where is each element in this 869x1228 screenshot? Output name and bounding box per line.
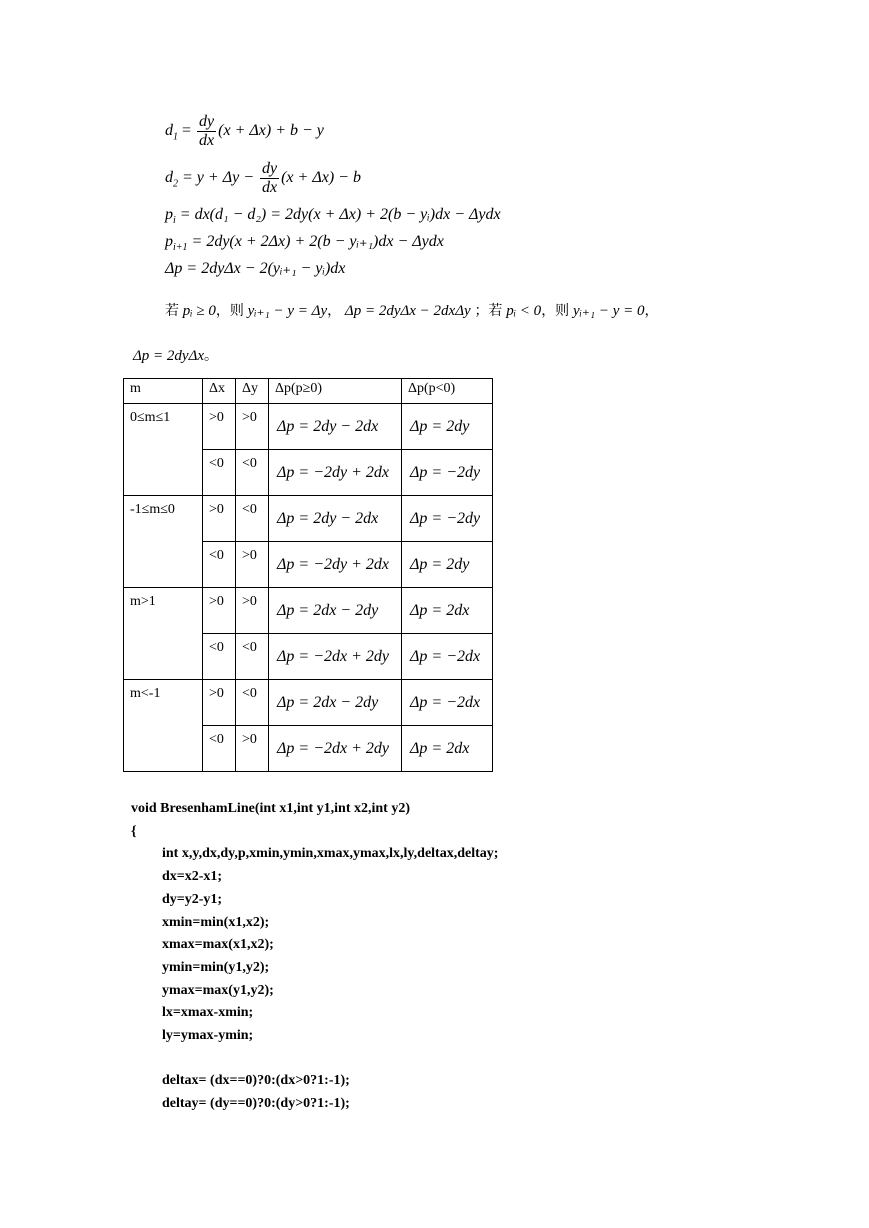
cell-p-lt: Δp = −2dy xyxy=(402,450,493,496)
cell-p-ge: Δp = 2dy − 2dx xyxy=(269,496,402,542)
d1-equals: = xyxy=(182,122,192,140)
cell-dx: <0 xyxy=(203,450,236,496)
d2-symbol: d xyxy=(165,169,173,187)
d2-subscript: 2 xyxy=(173,178,178,190)
code-line: xmin=min(x1,x2); xyxy=(162,914,270,930)
table-row xyxy=(124,680,493,726)
cell-dx: >0 xyxy=(203,404,236,450)
cond-then-2: ，则 xyxy=(541,303,570,319)
cell-p-lt: Δp = −2dy xyxy=(402,496,493,542)
cell-p-lt: Δp = −2dx xyxy=(402,634,493,680)
d1-fraction xyxy=(197,114,216,149)
code-line: dx=x2-x1; xyxy=(162,869,223,885)
table-row xyxy=(124,588,493,634)
code-line: xmax=max(x1,x2); xyxy=(162,937,274,953)
cell-p-ge: Δp = −2dy + 2dx xyxy=(269,542,402,588)
cell-p-ge: Δp = −2dx + 2dy xyxy=(269,634,402,680)
cell-dx: >0 xyxy=(203,496,236,542)
code-line: int x,y,dx,dy,p,xmin,ymin,xmax,ymax,lx,ly,deltax,deltay; xyxy=(162,846,499,862)
cond-then-1: ，则 xyxy=(215,303,244,319)
cell-m: m>1 xyxy=(124,588,203,680)
code-line: ymax=max(y1,y2); xyxy=(162,982,274,998)
cond-result-2: Δp = 2dyΔx − 2dxΔy xyxy=(344,303,471,319)
delta-p-table xyxy=(123,378,493,772)
cond-sep-1: ， xyxy=(327,303,342,319)
cell-m: m<-1 xyxy=(124,680,203,772)
cell-dy: <0 xyxy=(236,450,269,496)
cell-dy: >0 xyxy=(236,588,269,634)
cell-dx: <0 xyxy=(203,634,236,680)
cell-dy: <0 xyxy=(236,496,269,542)
cell-p-lt: Δp = 2dy xyxy=(402,404,493,450)
cell-p-lt: Δp = 2dx xyxy=(402,588,493,634)
cell-p-ge: Δp = −2dy + 2dx xyxy=(269,450,402,496)
pi-expression: = dx(d₁ − d₂) = 2dy(x + Δx) + 2(b − yᵢ)dx − Δydx xyxy=(179,206,501,223)
code-block xyxy=(131,798,498,1116)
equation-d2 xyxy=(165,161,361,196)
table-row xyxy=(124,496,493,542)
cell-dy: >0 xyxy=(236,404,269,450)
pi1-expression: = 2dy(x + 2Δx) + 2(b − yᵢ₊₁)dx − Δydx xyxy=(191,233,444,250)
condition-line-2 xyxy=(133,345,218,365)
code-line: deltay= (dy==0)?0:(dy>0?1:-1); xyxy=(162,1096,350,1112)
code-open-brace: { xyxy=(131,823,137,839)
cond-line2-end: 。 xyxy=(204,348,219,364)
d1-symbol: d xyxy=(165,122,173,140)
cell-p-ge: Δp = 2dy − 2dx xyxy=(269,404,402,450)
cond-if-1: 若 xyxy=(165,303,179,319)
cell-dy: >0 xyxy=(236,542,269,588)
cond-result-3: yᵢ₊₁ − y = 0 xyxy=(572,303,645,319)
code-line: lx=xmax-xmin; xyxy=(162,1005,254,1021)
code-line: ly=ymax-ymin; xyxy=(162,1028,254,1044)
header-p-ge: Δp(p≥0) xyxy=(269,379,402,404)
code-line: ymin=min(y1,y2); xyxy=(162,959,270,975)
cell-p-lt: Δp = −2dx xyxy=(402,680,493,726)
header-p-lt: Δp(p<0) xyxy=(402,379,493,404)
cell-dx: <0 xyxy=(203,542,236,588)
cell-p-ge: Δp = −2dx + 2dy xyxy=(269,726,402,772)
cond-sep-2: ；若 xyxy=(474,303,503,319)
cell-m: -1≤m≤0 xyxy=(124,496,203,588)
d2-rest: (x + Δx) − b xyxy=(281,169,361,187)
cell-dy: >0 xyxy=(236,726,269,772)
cell-dy: <0 xyxy=(236,634,269,680)
d1-frac-num: dy xyxy=(199,113,215,130)
header-m: m xyxy=(124,379,203,404)
cell-dx: <0 xyxy=(203,726,236,772)
code-line: dy=y2-y1; xyxy=(162,891,223,907)
equation-delta-p xyxy=(165,261,345,277)
d2-frac-num: dy xyxy=(261,160,278,177)
d2-frac-den: dx xyxy=(261,179,278,196)
d1-subscript: 1 xyxy=(173,131,178,143)
code-line: deltax= (dx==0)?0:(dx>0?1:-1); xyxy=(162,1073,350,1089)
cell-m: 0≤m≤1 xyxy=(124,404,203,496)
header-dy: Δy xyxy=(236,379,269,404)
cond-case-1: pᵢ ≥ 0 xyxy=(182,303,216,319)
table-row xyxy=(124,404,493,450)
equation-d1 xyxy=(165,114,324,149)
d1-frac-den: dx xyxy=(199,132,215,149)
d2-fraction xyxy=(260,161,279,196)
d2-pre: = y + Δy − xyxy=(182,169,254,187)
cell-p-lt: Δp = 2dy xyxy=(402,542,493,588)
equation-pi1: $p_{i+1} = 2dy(x + 2\Delta x) + 2(b$ − yᵢ₊₁)dx − Δydx xyxy=(165,233,444,254)
condition-line xyxy=(165,300,659,320)
header-dx: Δx xyxy=(203,379,236,404)
code-signature: void BresenhamLine(int x1,int y1,int x2,int y2) xyxy=(131,801,410,816)
code-blank-line xyxy=(131,1048,498,1071)
cond-case-2: pᵢ < 0 xyxy=(506,303,542,319)
delta-p-expression: Δp = 2dyΔx − 2(yᵢ₊₁ − yᵢ)dx xyxy=(165,260,346,277)
cell-p-lt: Δp = 2dx xyxy=(402,726,493,772)
d1-rest: (x + Δx) + b − y xyxy=(218,122,324,140)
cond-result-1: yᵢ₊₁ − y = Δy xyxy=(247,303,328,319)
cell-p-ge: Δp = 2dx − 2dy xyxy=(269,588,402,634)
cell-dx: >0 xyxy=(203,588,236,634)
cond-line2-expression: Δp = 2dyΔx xyxy=(133,348,205,364)
cell-dy: <0 xyxy=(236,680,269,726)
equation-pi: $p_i = dx(d_1 - d_2) = 2dy(x + \Delta x) + 2(b$ − yᵢ)dx − Δydx xyxy=(165,206,501,227)
cond-end: ， xyxy=(644,303,659,319)
cell-dx: >0 xyxy=(203,680,236,726)
cell-p-ge: Δp = 2dx − 2dy xyxy=(269,680,402,726)
table-header-row xyxy=(124,379,493,404)
